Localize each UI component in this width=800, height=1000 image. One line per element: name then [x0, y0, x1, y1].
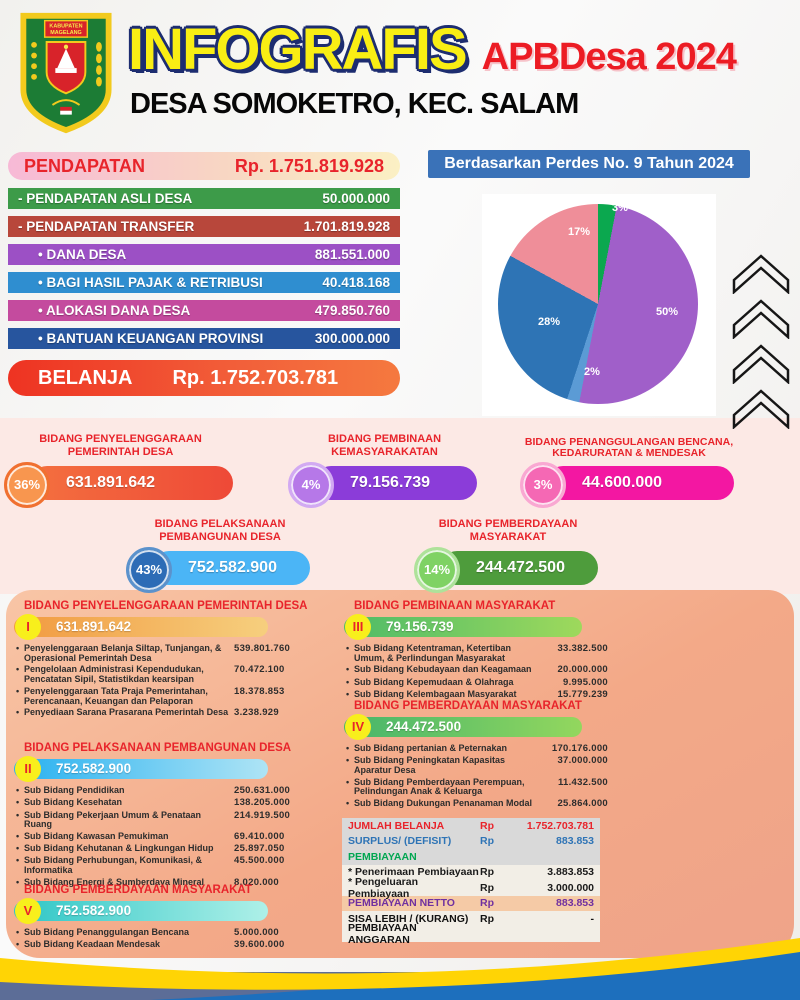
table-row [342, 818, 600, 834]
bubble-title: BIDANG PELAKSANAAN PEMBANGUNAN DESA [154, 517, 286, 544]
item-value: 15.779.239 [557, 688, 608, 700]
pie-label: 17% [568, 226, 591, 238]
table-label: SURPLUS/ (DEFISIT) [348, 835, 452, 848]
item-value: 33.382.500 [557, 643, 608, 654]
item-name: • Penyelenggaraan Tata Praja Pemerintahan, Perencanaan, Keuangan dan Pelaporan [14, 687, 230, 706]
bubble-percent: 4% [288, 462, 334, 508]
section-total: 752.582.900 [56, 903, 132, 918]
item-name: • Sub Bidang Pekerjaan Umum & Penataan Ruang [14, 811, 230, 830]
bubble-value-bar: 79.156.739 [314, 466, 477, 500]
pendapatan-row [8, 272, 400, 293]
section-pemberdayaan-iv [344, 700, 608, 811]
pie-label: 50% [656, 306, 679, 318]
section-title: BIDANG PEMBERDAYAAN MASYARAKAT [354, 700, 582, 712]
section-pembinaan [344, 600, 608, 702]
table-row [342, 849, 600, 865]
item-value: 20.000.000 [557, 664, 608, 676]
section-total: 631.891.642 [56, 619, 132, 634]
belanja-header [8, 360, 400, 396]
section-numeral: IV [345, 714, 371, 740]
bidang-bubble [524, 426, 734, 500]
bubble-percent: 14% [414, 547, 460, 593]
pendapatan-label: PENDAPATAN [24, 155, 145, 176]
pie-label: 3% [612, 202, 628, 214]
item-name: • Sub Bidang Kesehatan [14, 798, 230, 808]
item-value: 5.000.000 [234, 927, 279, 938]
section-title: BIDANG PELAKSANAAN PEMBANGUNAN DESA [24, 742, 292, 754]
item-name: • Sub Bidang Kepemudaan & Olahraga [344, 678, 534, 688]
bubble-title: BIDANG PEMBINAAN KEMASYARAKATAN [327, 432, 442, 459]
table-label: PEMBIAYAAN ANGGARAN [348, 922, 417, 947]
item-value: 18.378.853 [234, 685, 285, 697]
item-value: 37.000.000 [557, 755, 608, 767]
row-label: • ALOKASI DANA DESA [38, 303, 191, 318]
item-value: 70.472.100 [234, 664, 285, 676]
table-rp: Rp [480, 819, 494, 832]
item-value: 170.176.000 [551, 743, 608, 754]
bidang-bubble [418, 517, 598, 585]
bubble-value-bar: 631.891.642 [30, 466, 233, 500]
belanja-total: Rp. 1.752.703.781 [172, 366, 339, 389]
section-title: BIDANG PENYELENGGARAAN PEMERINTAH DESA [24, 600, 308, 612]
row-value: 50.000.000 [322, 191, 390, 206]
pendapatan-row [8, 300, 400, 321]
kabupaten-magelang-logo [16, 10, 116, 134]
section-title: BIDANG PEMBINAAN MASYARAKAT [354, 600, 556, 612]
item-name: • Sub Bidang Energi & Sumberdaya Mineral [14, 878, 230, 888]
item-name: • Sub Bidang Ketentraman, Ketertiban Umum, & Perlindungan Masyarakat [344, 644, 534, 663]
item-value: 69.410.000 [234, 830, 285, 842]
table-rp: Rp [480, 881, 494, 894]
bubble-percent: 36% [4, 462, 50, 508]
pendapatan-total: Rp. 1.751.819.928 [234, 155, 384, 176]
bubble-title: BIDANG PENYELENGGARAAN PEMERINTAH DESA [39, 432, 202, 459]
summary-table [342, 818, 600, 947]
table-label: PEMBIAYAAN NETTO [348, 897, 455, 910]
item-name: • Sub Bidang Pendidikan [14, 786, 230, 796]
item-value: 9.995.000 [563, 676, 608, 688]
item-name: • Pengelolaan Administrasi Kependudukan, Pencatatan Sipil, Statistikdan kearsipan [14, 665, 230, 684]
item-name: • Sub Bidang Kelembagaan Masyarakat [344, 690, 534, 700]
section-total: 79.156.739 [386, 619, 454, 634]
perdes-banner: Berdasarkan Perdes No. 9 Tahun 2024 [428, 150, 750, 178]
belanja-label: BELANJA [38, 366, 133, 389]
bidang-bubble [130, 517, 310, 585]
pie-label: 2% [584, 366, 600, 378]
item-value: 539.801.760 [234, 643, 291, 654]
item-value: 25.864.000 [557, 798, 608, 810]
row-label: - PENDAPATAN ASLI DESA [18, 191, 193, 206]
section-title: BIDANG PEMBERDAYAAN MASYARAKAT [24, 884, 252, 896]
bidang-bubble [8, 430, 233, 500]
table-rp: Rp [480, 912, 494, 925]
table-row [342, 875, 600, 900]
item-value: 39.600.000 [234, 939, 285, 951]
page-title-row [128, 16, 736, 83]
item-name: • Sub Bidang Kawasan Pemukiman [14, 832, 230, 842]
page-title-suffix: APBDesa 2024 [481, 36, 736, 78]
section-pembangunan [14, 742, 314, 890]
bubble-percent: 3% [520, 462, 566, 508]
pendapatan-row [8, 244, 400, 265]
item-name: • Sub Bidang Pemberdayaan Perempuan, Pelindungan Anak & Keluarga [344, 778, 534, 797]
item-value: 45.500.000 [234, 855, 285, 867]
chevron-up-icon [730, 252, 792, 294]
table-label: PEMBIAYAAN [348, 850, 417, 863]
logo-text-line2: MAGELANG [50, 30, 82, 37]
logo-text-line1: KABUPATEN [49, 23, 83, 30]
item-name: • Penyelenggaraan Belanja Siltap, Tunjangan, & Operasional Pemerintah Desa [14, 644, 230, 663]
item-name: • Sub Bidang Kebudayaan dan Keagamaan [344, 665, 534, 675]
bubble-value-bar: 752.582.900 [152, 551, 310, 585]
section-total: 244.472.500 [386, 719, 462, 734]
row-label: • DANA DESA [38, 247, 127, 262]
row-value: 1.701.819.928 [303, 219, 390, 234]
table-value: 1.752.703.781 [526, 819, 594, 832]
table-value: 883.853 [556, 835, 594, 848]
item-name: • Sub Bidang Perhubungan, Komunikasi, & Informatika [14, 856, 230, 875]
section-numeral: II [15, 756, 41, 782]
table-row [342, 896, 600, 912]
chevron-up-icon [730, 342, 792, 384]
pendapatan-rows [8, 188, 400, 349]
page-title: INFOGRAFIS [128, 17, 466, 82]
bubble-title: BIDANG PEMBERDAYAAN MASYARAKAT [438, 517, 578, 544]
table-rp: Rp [480, 835, 494, 848]
item-name: • Sub Bidang Penanggulangan Bencana [14, 928, 230, 938]
section-total: 752.582.900 [56, 761, 132, 776]
pie-chart-box [482, 194, 716, 416]
row-value: 881.551.000 [314, 247, 390, 262]
table-label: * Penerimaan Pembiayaan [348, 866, 479, 879]
table-value: - [590, 912, 594, 925]
table-value: 3.000.000 [547, 881, 594, 894]
table-label: * Pengeluaran Pembiayaan [348, 875, 419, 900]
section-penyelenggaraan [14, 600, 314, 721]
item-value: 250.631.000 [234, 785, 291, 796]
village-subtitle: DESA SOMOKETRO, KEC. SALAM [130, 88, 579, 120]
row-value: 40.418.168 [322, 275, 390, 290]
item-value: 11.432.500 [557, 776, 608, 788]
pendapatan-row [8, 328, 400, 349]
bidang-bubble [292, 430, 477, 500]
row-label: • BAGI HASIL PAJAK & RETRIBUSI [38, 275, 263, 290]
item-value: 214.919.500 [234, 809, 291, 821]
row-label: - PENDAPATAN TRANSFER [18, 219, 195, 234]
item-name: • Sub Bidang Kehutanan & Lingkungan Hidup [14, 844, 230, 854]
pendapatan-header [8, 152, 400, 180]
bubble-value-bar: 244.472.500 [440, 551, 598, 585]
item-name: • Sub Bidang Keadaan Mendesak [14, 940, 230, 950]
table-value: 883.853 [556, 897, 594, 910]
pie-label: 28% [538, 316, 561, 328]
item-name: • Sub Bidang Peningkatan Kapasitas Aparatur Desa [344, 756, 534, 775]
row-value: 479.850.760 [314, 303, 390, 318]
bubble-percent: 43% [126, 547, 172, 593]
footer-waves [0, 927, 800, 1000]
table-row [342, 834, 600, 850]
section-numeral: V [15, 898, 41, 924]
pendapatan-row [8, 188, 400, 209]
item-value: 25.897.050 [234, 843, 285, 855]
row-label: • BANTUAN KEUANGAN PROVINSI [38, 331, 264, 346]
bubble-value-bar: 44.600.000 [546, 466, 734, 500]
bubble-title: BIDANG PENANGGULANGAN BENCANA, KEDARURATAN & MENDESAK [524, 435, 734, 460]
pendapatan-row [8, 216, 400, 237]
item-value: 138.205.000 [234, 797, 291, 809]
item-name: • Sub Bidang pertanian & Peternakan [344, 744, 534, 754]
chevron-up-icon [730, 387, 792, 429]
table-value: 3.883.853 [547, 866, 594, 879]
table-rp: Rp [480, 866, 494, 879]
table-label: JUMLAH BELANJA [348, 819, 445, 832]
section-numeral: III [345, 614, 371, 640]
table-label: SISA LEBIH / (KURANG) [348, 912, 469, 925]
item-name: • Sub Bidang Dukungan Penanaman Modal [344, 799, 534, 809]
table-rp: Rp [480, 897, 494, 910]
section-numeral: I [15, 614, 41, 640]
item-value: 3.238.929 [234, 707, 279, 719]
chevron-up-icon [730, 297, 792, 339]
item-value: 8.020.000 [234, 876, 279, 888]
row-value: 300.000.000 [314, 331, 390, 346]
item-name: • Penyediaan Sarana Prasarana Pemerintah Desa [14, 708, 230, 718]
